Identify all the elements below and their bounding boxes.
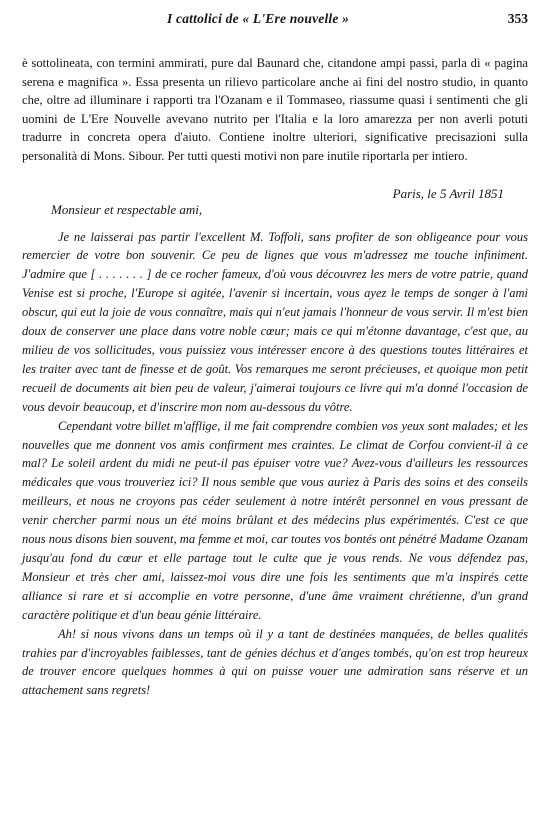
running-title: I cattolici de « L'Ere nouvelle » (167, 11, 350, 26)
letter-paragraph-1: Je ne laisserai pas partir l'excellent M. Toffoli, sans profiter de son obligeance pour vous remercier de votre bon souvenir. Ce peu de lignes que vous m'adressez me touche infiniment. J'admire que [ . . . . . . . ] de ce rocher fameux, d'où vous découvrez les mers de votre patrie, quand Venise est si proche, l'Europe si agitée, l'avenir si incertain, vous ayez le temps de songer à l'ami obscur, qui eut la joie de vous connaître, mais qui n'eut jamais l'honneur de vous servir. Il m'est bien doux de conserver une place dans votre noble cœur; mais ce qui m'étonne davantage, c'est que, au milieu de vos sollicitudes, vous puissiez vous intéresser encore à des questions toutes littéraires et les traiter avec tant de finesse et de goût. Vos remarques me seront précieuses, et quoique mon petit recueil de documents ait bien peu de valeur, j'aimerai toujours ce livre qui m'a donné l'occasion de vous devoir beaucoup, et d'inscrire mon nom au-dessous du vôtre. (22, 229, 528, 414)
letter-header (22, 185, 528, 225)
book-page (22, 0, 528, 700)
running-head (22, 0, 528, 30)
letter-paragraph-2: Cependant votre billet m'afflige, il me fait comprendre combien vos yeux sont malades; et les nouvelles que me donnent vos amis confirment mes craintes. Le climat de Corfou convient-il à ce mal? Le soleil ardent du midi ne peut-il pas épuiser votre vue? Avez-vous d'ailleurs les ressources médicales que vous trouveriez ici? Il nous semble que vous auriez à Paris des soins et des conseils meilleurs, et nous ne croyons pas céder seulement à notre intérêt personnel en vous pressant de venir chercher parmi nous un été moins brûlant et des médecins plus expérimentés. C'est ce que nous nous disons bien souvent, ma femme et moi, car toutes vos bontés ont pénétré Madame Ozanam jusqu'au fond du cœur et elle partage tout le culte que je vous rends. Ne vous défendez pas, Monsieur et très cher ami, laissez-moi vous dire une fois les sentiments que m'a inspirés cette alliance si rare et si accomplie en votre personne, d'une âme vraiment chrétienne, d'un grand caractère politique et d'un beau génie littéraire. (22, 418, 528, 622)
intro-paragraph: è sottolineata, con termini ammirati, pure dal Baunard che, citandone ampi passi, parla di « pagina serena e magnifica ». Essa presenta un rilievo particolare anche ai fini del nostro studio, in quanto che, oltre ad illuminare i rapporti tra l'Ozanam e il Tommaseo, riassume quasi i sentimenti che gli uomini de L'Ere Nouvelle avevano nutrito per l'Italia e la loro amarezza per non averli potuti tradurre in concreta opera d'aiuto. Contiene inoltre ulteriori, significative precisazioni sulla personalità di Mons. Sibour. Per tutti questi motivi non pare inutile riportarla per intiero. (22, 56, 528, 163)
letter-body (22, 228, 528, 701)
page-number: 353 (507, 11, 528, 26)
letter-salutation: Monsieur et respectable ami, (51, 201, 203, 217)
letter-paragraph-3: Ah! si nous vivons dans un temps où il y a tant de destinées manquées, de belles qualités trahies par d'incroyables faiblesses, tant de génies déchus et d'anges tombés, qu'on est trop heureux de trouver encore quelques hommes à qui on puisse vouer une admiration sans réserve et un attachement sans regrets! (22, 626, 528, 698)
body-text (22, 54, 528, 700)
letter-dateline: Paris, le 5 Avril 1851 (392, 185, 504, 201)
